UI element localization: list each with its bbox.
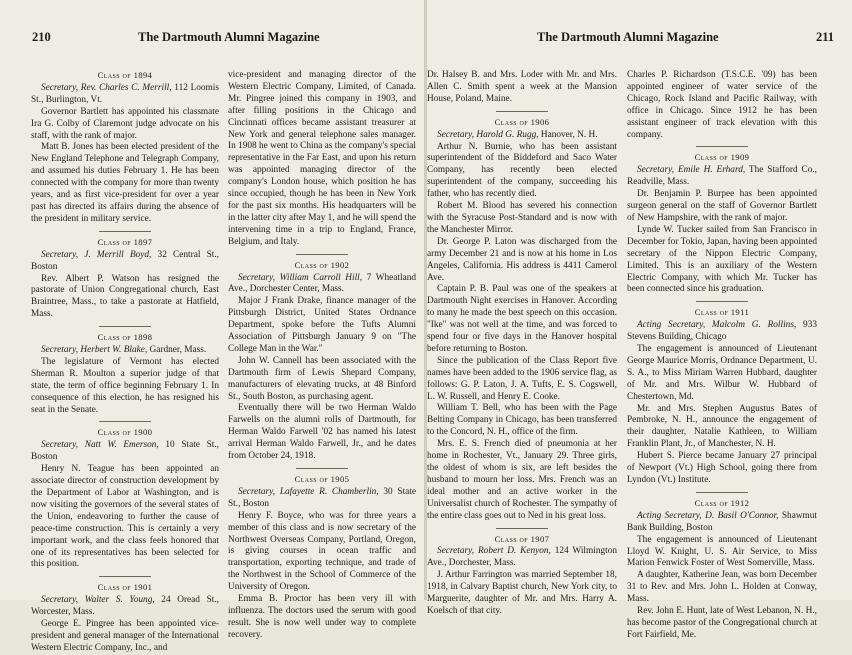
secretary-address: 30 State St., Boston bbox=[228, 486, 416, 509]
secretary-label: Secretary, William Carroll Hill, bbox=[238, 272, 363, 283]
secretary-line bbox=[228, 273, 416, 297]
note-paragraph: Mrs. E. S. French died of pneumonia at her home in Rochester, Vt., January 29. Three girls, the oldest of whom is six, are left besides the husband to mourn her loss. Mrs. French was an ideal mother and an active worker in the Universalist church of Rochester. The sympathy of the entire class goes out to Ned in his great loss. bbox=[427, 439, 617, 521]
class-section bbox=[31, 70, 219, 226]
secretary-label: Acting Secretary, Malcolm G. Rollins, bbox=[637, 320, 797, 331]
secretary-address: 7 Wheatland Ave., Dorchester Center, Mass. bbox=[228, 272, 416, 295]
secretary-line bbox=[627, 320, 817, 344]
secretary-line bbox=[31, 595, 219, 619]
note-paragraph: Major J Frank Drake, finance manager of the Pittsburgh District, United States Ordnance Department, spoke before the Tufts Alumni Association of Pittsburgh January 9 on "The College Man in the War." bbox=[228, 296, 416, 354]
section-divider bbox=[496, 111, 548, 112]
section-divider bbox=[99, 421, 151, 422]
class-section bbox=[627, 152, 817, 296]
class-section bbox=[427, 534, 617, 618]
note-paragraph: John W. Cannell has been associated with the Dartmouth firm of Lewis Shepard Company, manufacturers of elevating trucks, at 48 Binford St., South Boston, as purchasing agent. bbox=[228, 355, 416, 402]
class-heading: Class of 1909 bbox=[694, 152, 750, 163]
left-page-title: The Dartmouth Alumni Magazine bbox=[138, 30, 320, 44]
secretary-address: 112 Loomis St., Burlington, Vt. bbox=[31, 82, 219, 105]
class-section bbox=[31, 237, 219, 321]
right-column-2 bbox=[627, 70, 817, 642]
left-page bbox=[0, 0, 424, 653]
secretary-address: Shawmut Bank Building, Boston bbox=[627, 510, 817, 533]
class-section bbox=[427, 117, 617, 523]
note-paragraph: Henry N. Teague has been appointed an associate director of construction development by the Department of Labor at Washington, and is now visiting the governors of the several states of the Union, endeavoring to further the cause of peace-time construction. This is certainly a very important work, and the class feels honored that one of its representatives has been selected for this position. bbox=[31, 464, 219, 570]
secretary-label: Secretary, Walter S. Young, bbox=[41, 595, 155, 606]
secretary-line bbox=[31, 83, 219, 107]
left-column-2 bbox=[228, 70, 416, 642]
secretary-address: 10 State St., Boston bbox=[31, 440, 219, 463]
section-divider bbox=[99, 326, 151, 327]
secretary-line bbox=[427, 130, 617, 142]
left-column-1 bbox=[31, 70, 219, 655]
class-heading: Class of 1912 bbox=[694, 497, 750, 508]
note-paragraph: Dr. Benjamin P. Burpee has been appointed surgeon general on the staff of Governor Bartlett of New Hampshire, with the rank of major. bbox=[627, 189, 817, 223]
class-section bbox=[31, 332, 219, 416]
note-paragraph: Rev. Albert P. Watson has resigned the pastorate of Union Congregational church, East Braintree, Mass., to take a pastorate at Hatfield, Mass. bbox=[31, 273, 219, 320]
section-divider bbox=[296, 468, 348, 469]
class-section bbox=[31, 582, 219, 654]
section-divider bbox=[496, 528, 548, 529]
secretary-label: Secretary, Robert D. Kenyon, bbox=[437, 546, 551, 557]
class-heading: Class of 1897 bbox=[97, 236, 153, 247]
class-heading: Class of 1906 bbox=[494, 116, 550, 127]
section-divider bbox=[296, 254, 348, 255]
note-paragraph: The engagement is announced of Lieutenant George Maurice Morris, Ordnance Department, U. S. A., to Miss Miriam Warren Hubbard, daughter of Mr. and Mrs. Wilbur W. Hubbard of Chestertown, Md. bbox=[627, 344, 817, 402]
class-section bbox=[627, 307, 817, 487]
class-heading: Class of 1898 bbox=[97, 332, 153, 343]
note-paragraph: Eventually there will be two Herman Waldo Farwells on the alumni rolls of Dartmouth, for Herman Waldo Farwell '02 has named his latest arrival Herman Waldo Farwell, Jr., and he dates from October 24, 1918. bbox=[228, 403, 416, 462]
secretary-line bbox=[31, 440, 219, 464]
note-paragraph: The legislature of Vermont has elected Sherman R. Moulton a superior judge of that state, the term of office beginning February 1. In consequence of this election, he has resigned his seat in the Senate. bbox=[31, 356, 219, 415]
class-section-continued bbox=[627, 70, 817, 141]
note-paragraph: Charles P. Richardson (T.S.C.E. '09) has been appointed engineer of water service of the Chicago, Rock Island and Pacific Railway, with office in Chicago. Since 1912 he has been assistant engineer of track elevation with this company. bbox=[627, 70, 817, 140]
class-section bbox=[627, 498, 817, 642]
class-heading: Class of 1894 bbox=[97, 70, 153, 80]
note-paragraph: Arthur N. Burnie, who has been assistant superintendent of the Biddeford and Saco Water Company, has recently been elected superintendent of the company, succeeding his father, who has recently died. bbox=[427, 141, 617, 200]
section-divider bbox=[696, 146, 748, 147]
note-paragraph: Robert M. Blood has severed his connection with the Syracuse Post-Standard and is now with the Manchester Mirror. bbox=[427, 201, 617, 235]
secretary-label: Secretary, Lafayette R. Chamberlin, bbox=[238, 486, 379, 497]
class-heading: Class of 1907 bbox=[494, 533, 550, 544]
secretary-address: The Stafford Co., Readville, Mass. bbox=[627, 165, 817, 188]
left-page-number: 210 bbox=[32, 30, 51, 44]
class-section bbox=[31, 427, 219, 571]
note-paragraph: Mr. and Mrs. Stephen Augustus Bates of Pembroke, N. H., announce the engagement of their daughter, Natalie Kathleen, to William Franklin Plant, Jr., of Manchester, N. H. bbox=[627, 403, 817, 450]
note-paragraph: Since the publication of the Class Report five names have been added to the 1906 service flag, as follows: G. P. Laton, J. A. Tufts, E. S. Cogswell, L. W. Russell, and Henry E. Cooke. bbox=[427, 355, 617, 402]
secretary-label: Secretary, Rev. Charles C. Merrill, bbox=[41, 82, 172, 93]
section-divider bbox=[696, 492, 748, 493]
note-paragraph: Henry F. Boyce, who was for three years a member of this class and is now secretary of the Northwest Overseas Company, Portland, Oregon, is giving courses in ocean traffic and transportation, exporting technique, and trade of the Northwest in the School of Commerce of the University of Oregon. bbox=[228, 510, 416, 593]
right-page-title: The Dartmouth Alumni Magazine bbox=[537, 30, 719, 44]
secretary-label: Secretary, J. Merrill Boyd, bbox=[41, 249, 152, 260]
class-heading: Class of 1901 bbox=[97, 582, 153, 593]
class-heading: Class of 1902 bbox=[294, 259, 350, 270]
class-section bbox=[228, 260, 416, 463]
note-paragraph: Matt B. Jones has been elected president of the New England Telephone and Telegraph Company, and assumed his duties February 1. He has been connected with the company for more than twenty years, and as first vice-president for over a year past has directed its affairs during the absence of the president in military service. bbox=[31, 142, 219, 224]
right-column-1 bbox=[427, 70, 617, 618]
secretary-label: Acting Secretary, D. Basil O'Connor, bbox=[637, 510, 779, 521]
note-paragraph: Hubert S. Pierce became January 27 principal of Newport (Vt.) High School, going there from Lyndon (Vt.) Institute. bbox=[627, 451, 817, 485]
section-divider bbox=[696, 301, 748, 302]
note-paragraph: Emma B. Proctor has been very ill with influenza. The doctors used the serum with good result. She is now well under way to complete recovery. bbox=[228, 594, 416, 640]
note-paragraph: Governor Bartlett has appointed his classmate Ira G. Colby of Claremont judge advocate on his staff, with the rank of major. bbox=[31, 106, 219, 141]
note-paragraph: Lynde W. Tucker sailed from San Francisco in December for Tokio, Japan, having been appointed secretary of the Nippon Electric Company, Limited. This is an auxiliary of the Western Electric Company, with which Mr. Tucker has been connected since his graduation. bbox=[627, 224, 817, 295]
class-section-continued bbox=[228, 70, 416, 249]
secretary-label: Secretary, Harold G. Rugg, bbox=[437, 129, 539, 140]
secretary-line bbox=[31, 250, 219, 274]
secretary-address: 933 Stevens Building, Chicago bbox=[627, 320, 817, 343]
section-divider bbox=[99, 576, 151, 577]
note-paragraph: A daughter, Katherine Jean, was born December 31 to Rev. and Mrs. John L. Holden at Conway, Mass. bbox=[627, 570, 817, 605]
secretary-line bbox=[228, 487, 416, 511]
note-paragraph: Rev. John E. Hunt, late of West Lebanon, N. H., has become pastor of the Congregational church at Fort Fairfield, Me. bbox=[627, 606, 817, 640]
secretary-address: 24 Oread St., Worcester, Mass. bbox=[31, 595, 219, 618]
note-paragraph: J. Arthur Farrington was married September 18, 1918, in Calvary Baptist church, New York city, to Marguerite, daughter of Mr. and Mrs. Harry A. Koelsch of that city. bbox=[427, 570, 617, 616]
right-page bbox=[427, 0, 852, 640]
note-paragraph: vice-president and managing director of the Western Electric Company, Limited, of Canada. Mr. Pingree joined this company in 1903, and after filling positions in the Chicago and Cincinnati offices became assistant treasurer at New York and general telephone sales manager. In 1908 he went to China as the company's special representative in the Far East, and upon his return was appointed managing director of the company's London house, which position he has since occupied, though he has been in New York for the past six months. His headquarters will be in the latter city after May 1, and he will spend the intervening time in a trip to England, France, Belgium, and Italy. bbox=[228, 70, 416, 247]
class-section-continued bbox=[427, 70, 617, 106]
class-heading: Class of 1911 bbox=[694, 307, 750, 318]
class-heading: Class of 1905 bbox=[294, 474, 350, 484]
note-paragraph: Captain P. B. Paul was one of the speakers at Dartmouth Night exercises in Hanover. According to many he made the best speech on this occasion. "Ike" was not well at the time, and was forced to spend four or five days in the Hanover hospital before returning to Boston. bbox=[427, 284, 617, 354]
secretary-label: Secretary, Emile H. Erhard, bbox=[637, 165, 746, 176]
secretary-line bbox=[427, 546, 617, 570]
class-heading: Class of 1900 bbox=[97, 427, 153, 438]
note-paragraph: Dr. Halsey B. and Mrs. Loder with Mr. and Mrs. Allen C. Smith spent a week at the Mansion House, Poland, Maine. bbox=[427, 70, 617, 104]
secretary-label: Secretary, Natt W. Emerson, bbox=[41, 440, 159, 451]
secretary-address: Gardner, Mass. bbox=[147, 345, 207, 356]
note-paragraph: Dr. George P. Laton was discharged from the army December 21 and is now at his home in Los Angeles, California. His address is 4411 Camerol Ave. bbox=[427, 236, 617, 283]
secretary-address: Hanover, N. H. bbox=[538, 129, 598, 140]
secretary-line bbox=[627, 511, 817, 535]
class-section bbox=[228, 474, 416, 642]
right-page-number: 211 bbox=[816, 30, 835, 44]
secretary-line bbox=[627, 165, 817, 189]
note-paragraph: William T. Bell, who has been with the Page Belting Company in Chicago, has been transferred to the Concord, N. H., office of the firm. bbox=[427, 403, 617, 438]
secretary-address: 32 Central St., Boston bbox=[31, 249, 219, 272]
secretary-line bbox=[31, 345, 219, 357]
note-paragraph: The engagement is announced of Lieutenant Lloyd W. Knight, U. S. Air Service, to Miss Marion Fenwick Foster of West Somerville, Mass. bbox=[627, 534, 817, 569]
secretary-label: Secretary, Herbert W. Blake, bbox=[41, 345, 148, 356]
secretary-address: 124 Wilmington Ave., Dorchester, Mass. bbox=[427, 546, 617, 569]
section-divider bbox=[99, 231, 151, 232]
note-paragraph: George E. Pingree has been appointed vice-president and general manager of the International Western Electric Company, Inc., and bbox=[31, 619, 219, 653]
